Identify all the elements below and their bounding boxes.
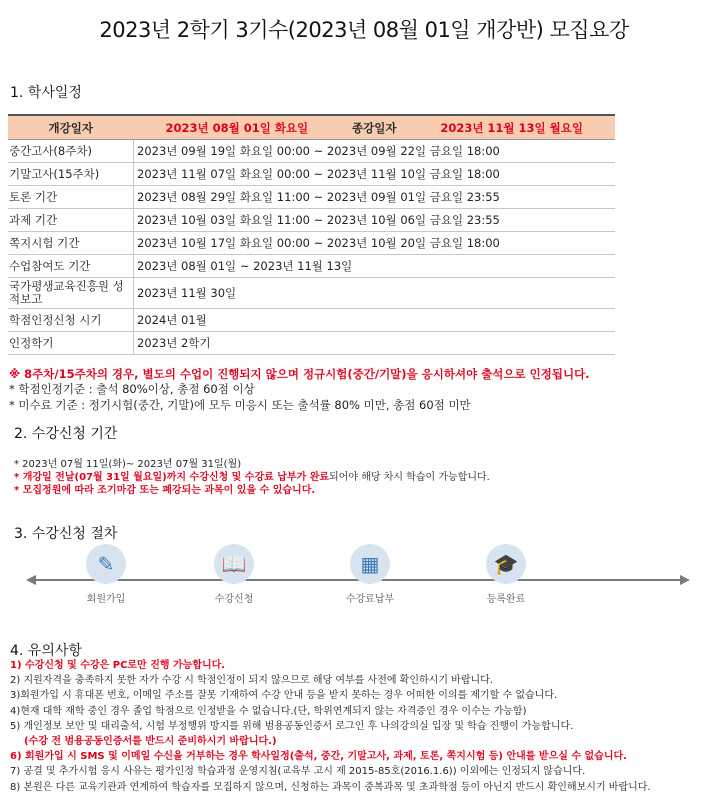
row-value: 2024년 01월: [134, 309, 616, 332]
row-value: 2023년 11월 30일: [134, 278, 616, 309]
period-deadline-emphasis: * 개강일 전날(07월 31일 월요일)까지 수강신청 및 수강료 납부가 완료: [14, 472, 330, 483]
period-deadline-rest: 되어야 해당 차시 학습이 가능합니다.: [329, 472, 490, 483]
table-row: [8, 278, 615, 309]
step-label: 등록완료: [486, 594, 526, 605]
list-item: 5) 개인정보 보안 및 대리출석, 시험 부정행위 방지를 위해 범용공동인증서 로그인 후 나의강의실 입장 및 학습 진행이 가능합니다.: [10, 720, 574, 732]
process-step-enroll: [194, 544, 274, 605]
list-item: 8) 본원은 다른 교육기관과 연계하여 학습자를 모집하지 않으며, 신청하는 과목이 중복과목 및 초과학점 등이 아닌지 반드시 확인해보시기 바랍니다.: [10, 781, 651, 793]
row-label: 학점인정신청 시기: [8, 309, 134, 332]
row-label: 토론 기간: [8, 186, 134, 209]
list-item: 2) 지원자격을 충족하지 못한 자가 수강 시 학점인정이 되지 않으므로 해당 여부를 사전에 확인하시기 바랍니다.: [10, 675, 493, 687]
list-item: (수강 전 범용공동인증서를 반드시 준비하시기 바랍니다.): [24, 736, 277, 748]
header-start-date: 2023년 08월 01일 화요일: [134, 115, 341, 140]
header-end-date: 2023년 11월 13일 월요일: [408, 115, 615, 140]
table-row: [8, 309, 615, 332]
row-label: 쪽지시험 기간: [8, 232, 134, 255]
credit-criteria: * 학점인정기준 : 출석 80%이상, 총점 60점 이상: [9, 382, 255, 396]
fail-criteria: * 미수료 기준 : 정기시험(중간, 기말)에 모두 미응시 또는 출석률 80% 미만, 총점 60점 미만: [9, 398, 471, 412]
payment-icon: ▦: [350, 544, 390, 584]
process-step-complete: [466, 544, 546, 605]
table-row: [8, 209, 615, 232]
row-label: 과제 기간: [8, 209, 134, 232]
row-label: 중간고사(8주차): [8, 140, 134, 163]
section-heading-period: 2. 수강신청 기간: [14, 426, 118, 442]
row-value: 2023년 2학기: [134, 332, 616, 355]
section-heading-process: 3. 수강신청 절차: [14, 526, 118, 542]
caution-list: [10, 658, 724, 795]
list-item: 7) 공결 및 추가시험 응시 사유는 평가인정 학습과정 운영지침(교육부 고시 제 2015-85호(2016.1.6)) 이외에는 인정되지 않습니다.: [10, 766, 586, 778]
attendance-warning: ※ 8주차/15주차의 경우, 별도의 수업이 진행되지 않으며 정규시험(중간/기말)을 응시하셔야 출석으로 인정됩니다.: [9, 367, 590, 381]
list-item: 6) 회원가입 시 SMS 및 이메일 수신을 거부하는 경우 학사일정(출석, 중간, 기말고사, 과제, 토론, 쪽지시험 등) 안내를 받으실 수 없습니다.: [10, 751, 627, 763]
table-row: [8, 232, 615, 255]
row-value: 2023년 08월 29일 화요일 11:00 ~ 2023년 09월 01일 금요일 23:55: [134, 186, 616, 209]
table-row: [8, 255, 615, 278]
section-heading-cautions: 4. 유의사항: [10, 643, 82, 659]
process-step-payment: [330, 544, 410, 605]
header-start-label: 개강일자: [8, 115, 134, 140]
period-dates: * 2023년 07월 11일(화)~ 2023년 07월 31일(월): [14, 459, 242, 470]
row-label: 수업참여도 기간: [8, 255, 134, 278]
row-label: 기말고사(15주차): [8, 163, 134, 186]
pen-icon: ✎: [86, 544, 126, 584]
schedule-table: [8, 114, 615, 355]
row-value: 2023년 11월 07일 화요일 00:00 ~ 2023년 11월 10일 금요일 18:00: [134, 163, 616, 186]
page-title: 2023년 2학기 3기수(2023년 08월 01일 개강반) 모집요강: [99, 18, 629, 42]
row-label: 인정학기: [8, 332, 134, 355]
table-row: [8, 163, 615, 186]
section-heading-schedule: 1. 학사일정: [10, 85, 82, 101]
list-item: 3)회원가입 시 휴대폰 번호, 이메일 주소를 잘못 기재하여 수강 안내 등을 받지 못하는 경우 어떠한 이의를 제기할 수 없습니다.: [10, 690, 558, 702]
row-value: 2023년 09월 19일 화요일 00:00 ~ 2023년 09월 22일 금요일 18:00: [134, 140, 616, 163]
list-item: 1) 수강신청 및 수강은 PC로만 진행 가능합니다.: [10, 660, 226, 671]
period-closure-note: * 모집정원에 따라 조기마감 또는 폐강되는 과목이 있을 수 있습니다.: [14, 485, 316, 496]
book-icon: 📖: [214, 544, 254, 584]
row-value: 2023년 10월 03일 화요일 11:00 ~ 2023년 10월 06일 금요일 23:55: [134, 209, 616, 232]
row-value: 2023년 08월 01일 ~ 2023년 11월 13일: [134, 255, 616, 278]
header-end-label: 종강일자: [340, 115, 408, 140]
table-row: [8, 186, 615, 209]
step-label: 수강료납부: [345, 594, 395, 605]
process-step-signup: [66, 544, 146, 605]
list-item: 4)현재 대학 재학 중인 경우 졸업 학점으로 인정받을 수 없습니다.(단, 학위연계되지 않는 자격증인 경우 이수는 가능함): [10, 705, 527, 717]
row-value: 2023년 10월 17일 화요일 00:00 ~ 2023년 10월 20일 금요일 18:00: [134, 232, 616, 255]
schedule-header-row: [8, 115, 615, 140]
step-label: 수강신청: [214, 594, 254, 605]
process-flow: [26, 544, 690, 624]
table-row: [8, 140, 615, 163]
period-deadline: [14, 471, 490, 484]
step-label: 회원가입: [86, 594, 126, 605]
table-row: [8, 332, 615, 355]
graduation-cap-icon: 🎓: [486, 544, 526, 584]
row-label: 국가평생교육진흥원 성적보고: [8, 278, 134, 309]
